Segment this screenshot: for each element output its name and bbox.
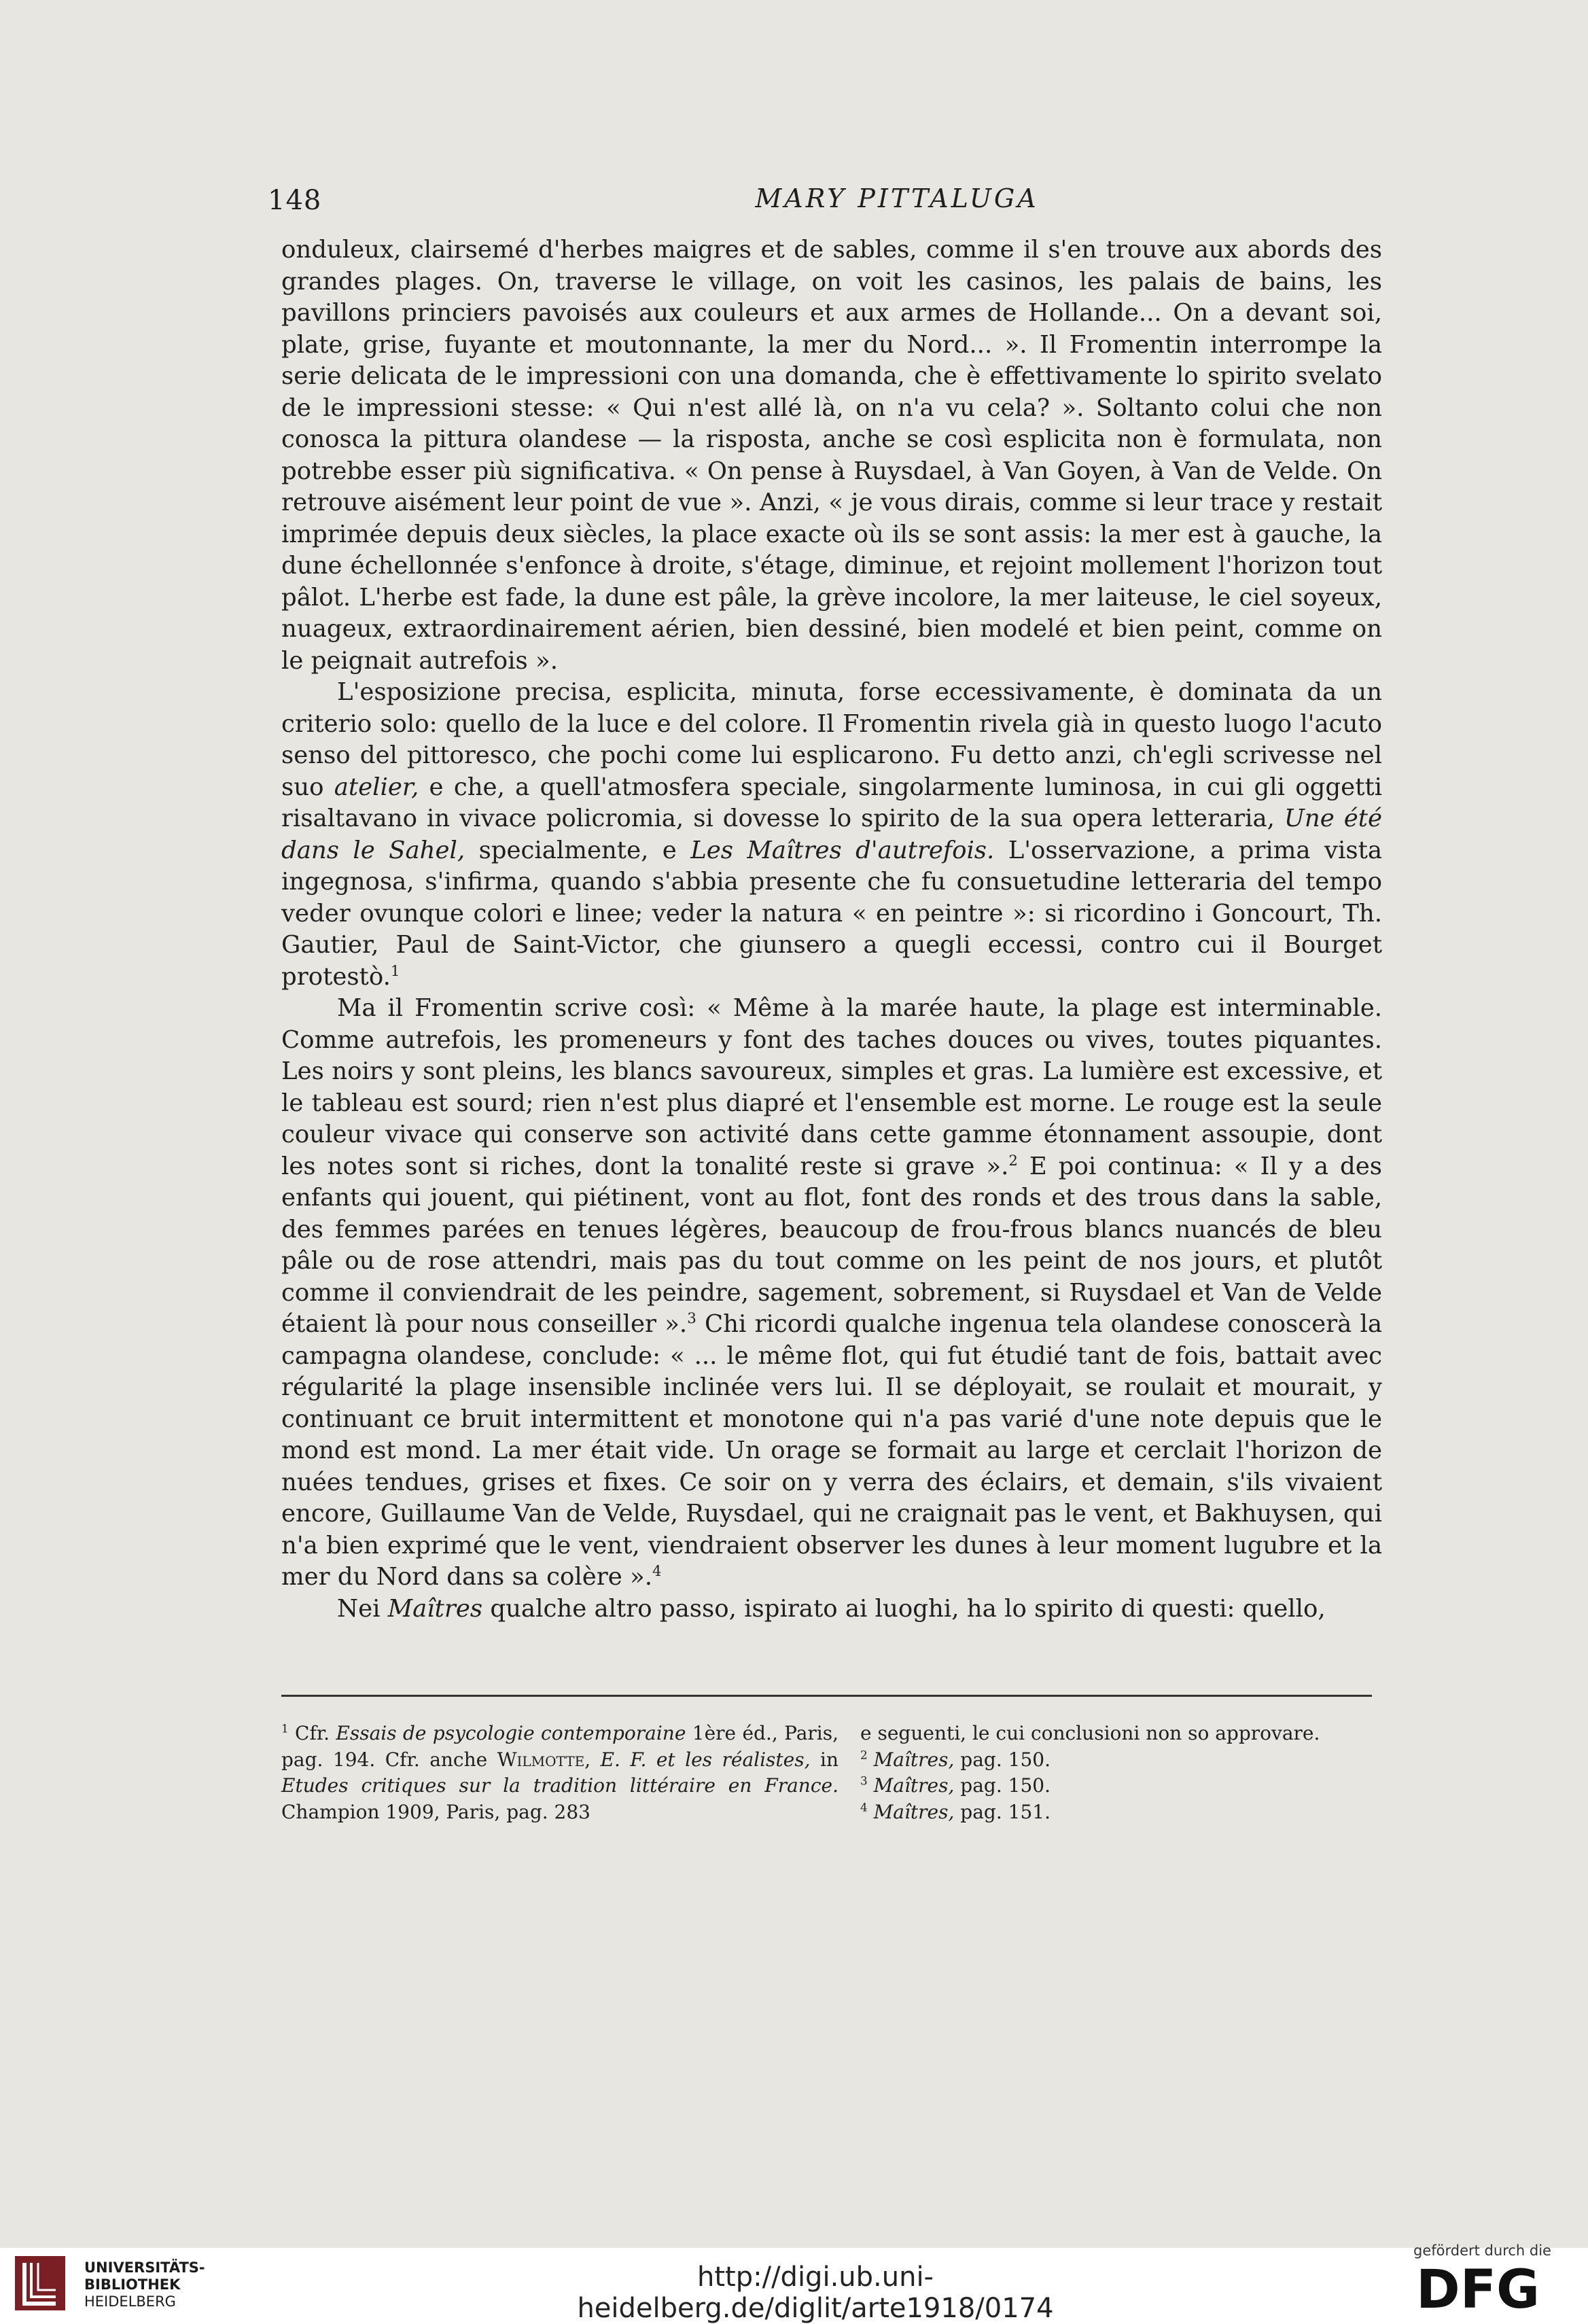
footnote-1-text-b: 1ère éd., Paris, pag. 194. Cfr. anche [281, 1722, 839, 1771]
dfg-logo-text: DFG [1416, 2261, 1540, 2314]
footnote-2-title: Maîtres, [873, 1748, 955, 1771]
footnote-1-text-e: Champion 1909, Paris, pag. 283 [281, 1800, 590, 1823]
university-library-name [84, 2259, 205, 2310]
footnotes-right-column [860, 1721, 1377, 1825]
body-text [281, 234, 1382, 1625]
paragraph-1-text: onduleux, clairsemé d'herbes maigres et de sables, comme il s'en trouve aux abords des grandes plages. On, traverse le village, on voit les casinos, les palais de bains, les pavillons princiers pavoisés aux couleurs et aux armes de Hollande... On a devant soi, plate, grise, fuyante et moutonnante, la mer du Nord... ». Il Fromentin interrompe la serie delicata de le impressioni con una domanda, che è effettivamente lo spirito svelato de le impressioni stesse: « Qui n'est allé là, on n'a vu cela? ». Soltanto colui che non conosca la pittura olandese — la risposta, anche se così esplicita non è formulata, non potrebbe esser più significativa. « On pense à Ruysdael, à Van Goyen, à Van de Velde. On retrouve aisément leur point de vue ». Anzi, « je vous dirais, comme si leur trace y restait imprimée depuis deux siècles, la place exacte où ils se sont assis: la mer est à gauche, la dune échellonnée s'enfonce à droite, s'étage, diminue, et rejoint mollement l'horizon tout pâlot. L'herbe est fade, la dune est pâle, la grève incolore, la mer laiteuse, le ciel soyeux, nuageux, extraordinairement aérien, bien dessiné, bien modelé et bien peint, comme on le peignait autrefois ». [281, 236, 1382, 675]
paragraph-3-text-c: Chi ricordi qualche ingenua tela olandese conoscerà la campagna olandese, conclude: « ... le même flot, qui fut étudié tant de fois, battait avec régularité la plage insensible inclinée vers lui. Il se déployait, se roulait et mourait, y continuant ce bruit intermittent et monotone qui n'a pas varié d'une note depuis que le mond est mond. La mer était vide. Un orage se formait au large et cerclait l'horizon de nuées tendues, grises et fixes. Ce soir on y verra des éclairs, et demain, s'ils vivaient encore, Guillaume Van de Velde, Ruysdael, qui ne craignait pas le vent, et Bakhuysen, qui n'a bien exprimé que le vent, viendraient observer les dunes à leur moment lugubre et la mer du Nord dans sa colère ». [281, 1310, 1383, 1591]
paragraph-3-text-b: E poi continua: « Il y a des enfants qui jouent, qui piétinent, vont au flot, font des ronds et des trous dans la sable, des femmes parées en tenues légères, beaucoup de frou-frous blancs nuancés de bleu pâle ou de rose attendri, mais pas du tout comme on les peint de nos jours, et plutôt comme il conviendrait de les peindre, sagement, sobrement, si Ruysdael et Van de Velde étaient là pour nous conseiller ». [281, 1152, 1383, 1338]
running-head: MARY PITTALUGA [755, 183, 1039, 213]
footnote-4-page: pag. 151. [954, 1800, 1051, 1823]
footnote-1-text-a: Cfr. [288, 1722, 336, 1744]
dfg-logo-icon [1413, 2261, 1570, 2314]
footnote-1 [281, 1721, 839, 1825]
paragraph-2-text-c: specialmente, e [465, 836, 691, 864]
paragraph-4 [281, 1594, 1382, 1625]
paragraph-2 [281, 677, 1382, 993]
library-name-line-2: BIBLIOTHEK [84, 2276, 181, 2293]
footnote-4-number: 4 [860, 1800, 868, 1814]
footnote-2-page: pag. 150. [954, 1748, 1051, 1771]
footnote-4 [860, 1799, 1377, 1826]
italic-maitres: Maîtres [387, 1594, 483, 1623]
funding-caption: gefördert durch die [1413, 2242, 1551, 2259]
footnote-3-number: 3 [860, 1774, 868, 1788]
library-name-line-1: UNIVERSITÄTS- [84, 2259, 205, 2276]
paragraph-2-text-b: e che, a quell'atmosfera speciale, singolarmente luminosa, in cui gli oggetti risaltavano in vivace policromia, si dovesse lo spirito de la sua opera letteraria, [281, 773, 1382, 832]
footnote-1-text-c [590, 1748, 600, 1771]
footnote-ref-4: 4 [652, 1563, 662, 1581]
footnote-2 [860, 1747, 1377, 1774]
paragraph-3 [281, 993, 1382, 1594]
paragraph-3-text-a: Ma il Fromentin scrive così: « Même à la marée haute, la plage est interminable. Comme autrefois, les promeneurs y font des taches douces ou vives, toutes piquantes. Les noirs y sont pleins, les blancs savoureux, simples et gras. La lumière est excessive, et le tableau est sourd; rien n'est plus diapré et l'ensemble est morne. Le rouge est la seule couleur vivace qui conserve son activité dans cette gamme étonnament assoupie, dont les notes sont si riches, dont la tonalité reste si grave ». [281, 994, 1382, 1180]
paragraph-4-text-b: qualche altro passo, ispirato ai luoghi, ha lo spirito di questi: quello, [482, 1594, 1326, 1623]
footnote-ref-2: 2 [1008, 1152, 1018, 1169]
permalink-url[interactable]: http://digi.ub.uni-heidelberg.de/diglit/arte1918/0174 [577, 2261, 1054, 2324]
page-number: 148 [268, 185, 322, 216]
italic-une-ete: Une été dans le Sahel, [281, 805, 1382, 864]
footnote-ref-1: 1 [390, 962, 400, 980]
footnote-4-title: Maîtres, [873, 1800, 955, 1823]
footnote-1-text-d: in [810, 1748, 839, 1771]
footnote-1-title-2: E. F. et les réalistes, [600, 1748, 811, 1771]
university-library-logo-icon [15, 2256, 65, 2310]
paragraph-1 [281, 234, 1382, 677]
footnote-3-title: Maîtres, [873, 1774, 955, 1797]
footnotes-left-column [281, 1721, 839, 1825]
footnote-3 [860, 1773, 1377, 1799]
footnote-rule [281, 1695, 1372, 1697]
paragraph-2-text-a: L'esposizione precisa, esplicita, minuta, forse eccessivamente, è dominata da un criterio solo: quello de la luce e del colore. Il Fromentin rivela già in questo luogo l'acuto senso del pittoresco, che pochi come lui esplicarono. Fu detto anzi, ch'egli scrivesse nel suo [281, 678, 1382, 801]
footnotes [281, 1721, 1382, 1825]
italic-atelier: atelier, [334, 773, 419, 801]
footnote-2-number: 2 [860, 1748, 868, 1762]
footnote-1-title: Essais de psycologie contemporaine [336, 1722, 686, 1744]
footnote-1-title-3: Etudes critiques sur la tradition littéraire en France. [281, 1774, 839, 1797]
paragraph-2-text-d: L'osservazione, a prima vista ingegnosa, s'infirma, quando s'abbia presente che fu consuetudine letteraria del tempo veder ovunque colori e linee; veder la natura « en peintre »: si ricordino i Goncourt, Th. Gautier, Paul de Saint-Victor, che giunsero a quegli eccessi, contro cui il Bourget protestò. [281, 836, 1382, 991]
footnote-1-author: Wilmotte, [497, 1748, 591, 1771]
footnote-1-continuation: e seguenti, le cui conclusioni non so approvare. [860, 1722, 1320, 1744]
italic-les-maitres: Les Maîtres d'autrefois. [690, 836, 995, 864]
footnote-1-number: 1 [281, 1721, 289, 1736]
footnote-ref-3: 3 [687, 1310, 696, 1328]
paragraph-4-text-a: Nei [337, 1594, 388, 1623]
library-name-line-3: HEIDELBERG [84, 2293, 176, 2310]
footnote-3-page: pag. 150. [954, 1774, 1051, 1797]
